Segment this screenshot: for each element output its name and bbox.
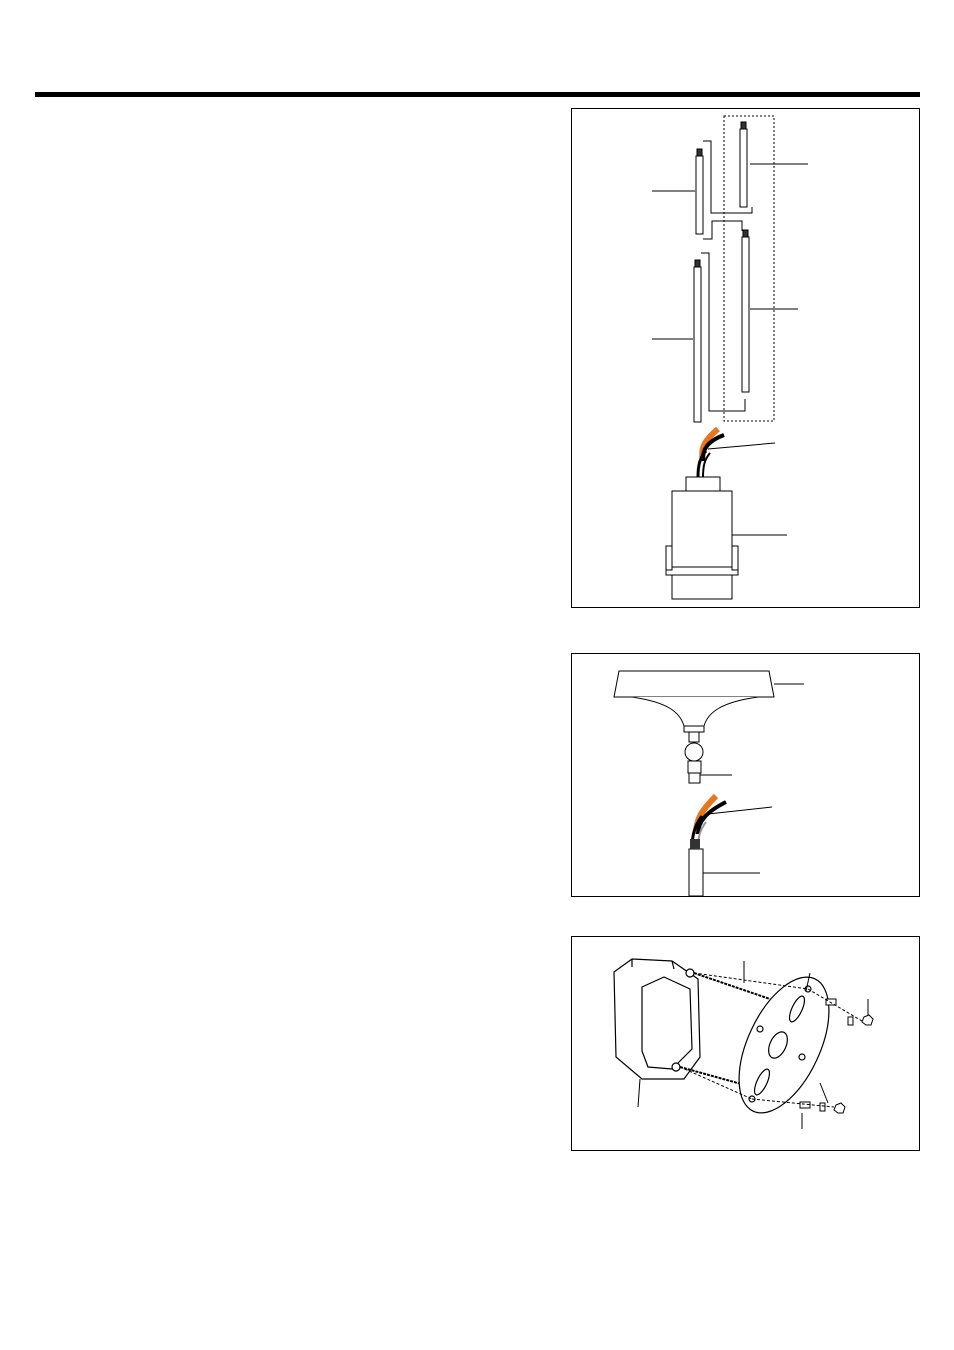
canopy-dome [632, 697, 758, 726]
stem-long-right [742, 237, 749, 392]
stem-long-left [694, 267, 701, 422]
stem-short-left [696, 156, 703, 234]
canopy-connection-figure [571, 653, 920, 897]
stem-thread-top [697, 149, 702, 156]
stem-short-right [740, 129, 747, 207]
wires [690, 796, 726, 849]
canopy [614, 671, 774, 697]
canopy-connection-drawing [572, 654, 919, 896]
junction-box [614, 959, 700, 1079]
stem-assembly-figure [571, 108, 920, 608]
mounting-plate-figure [571, 936, 920, 1151]
header-rule [35, 92, 920, 97]
fixture-body [666, 477, 738, 599]
mounting-plate-drawing [572, 937, 919, 1150]
wires [698, 429, 724, 477]
stem-assembly-drawing [572, 109, 919, 607]
